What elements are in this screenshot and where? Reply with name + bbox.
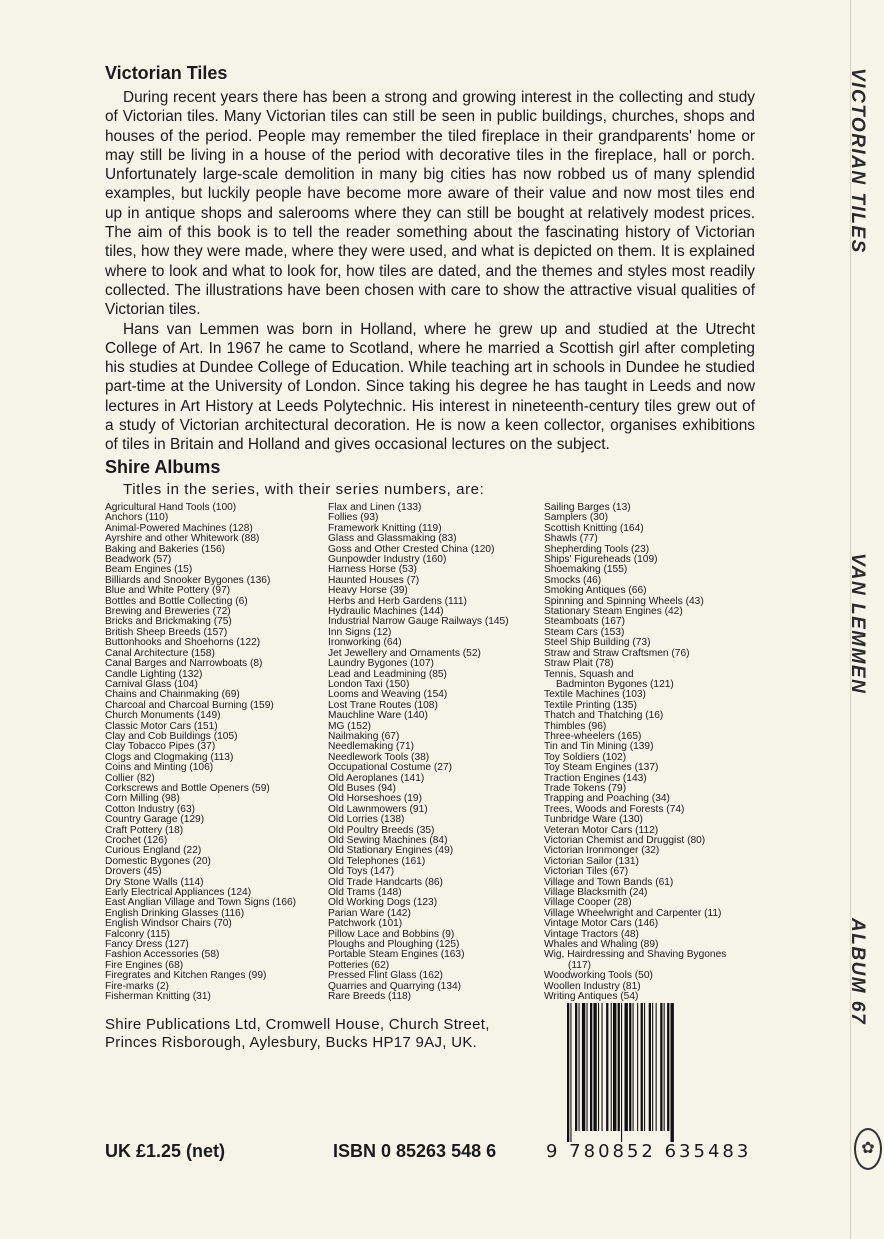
series-title: Smoking Antiques (66) <box>544 585 647 597</box>
series-title: Animal-Powered Machines (128) <box>105 522 253 534</box>
series-title: Corn Milling (98) <box>105 793 180 805</box>
series-title: Wig, Hairdressing and Shaving Bygones <box>544 949 727 961</box>
series-title: Spinning and Spinning Wheels (43) <box>544 595 704 607</box>
titles-column-2 <box>328 503 509 1003</box>
series-title: Jet Jewellery and Ornaments (52) <box>328 647 481 659</box>
series-title: Hydraulic Machines (144) <box>328 606 444 618</box>
series-title: Buttonhooks and Shoehorns (122) <box>105 637 261 649</box>
series-title: Charcoal and Charcoal Burning (159) <box>105 699 274 711</box>
series-title: Old Sewing Machines (84) <box>328 835 448 846</box>
series-title: Thimbles (96) <box>544 720 607 732</box>
series-title: Trees, Woods and Forests (74) <box>544 803 685 815</box>
series-title: Victorian Sailor (131) <box>544 855 639 867</box>
series-title: Baking and Bakeries (156) <box>105 543 226 555</box>
series-title: Gunpowder Industry (160) <box>328 554 447 566</box>
series-title: East Anglian Village and Town Signs (166) <box>105 897 297 909</box>
barcode-bar <box>637 1003 638 1131</box>
series-title: Old Aeroplanes (141) <box>328 772 425 784</box>
barcode-bar <box>567 1003 569 1142</box>
series-title: Vintage Motor Cars (146) <box>544 918 659 930</box>
series-title: Woodworking Tools (50) <box>544 970 653 982</box>
series-title: Bricks and Brickmaking (75) <box>105 616 232 628</box>
barcode-bar <box>629 1003 631 1131</box>
publisher-address: Shire Publications Ltd, Cromwell House, Church Street, Princes Risborough, Aylesbury, Bucks HP17 9AJ, UK. <box>105 1016 490 1051</box>
barcode-bar <box>633 1003 634 1131</box>
barcode-bar <box>602 1003 603 1131</box>
series-title: Corkscrews and Bottle Openers (59) <box>105 782 270 794</box>
series-title: Drovers (45) <box>105 866 162 878</box>
series-title: Beadwork (57) <box>105 554 172 566</box>
series-title: Fancy Dress (127) <box>105 939 189 951</box>
series-title: English Windsor Chairs (70) <box>105 918 232 930</box>
series-title: Straw Plait (78) <box>544 658 614 670</box>
series-title: Village and Town Bands (61) <box>544 876 674 888</box>
series-title: Harness Horse (53) <box>328 564 417 576</box>
series-title: London Taxi (150) <box>328 678 410 690</box>
series-title: Bottles and Bottle Collecting (6) <box>105 595 248 607</box>
series-title: British Sheep Breeds (157) <box>105 626 228 638</box>
barcode-bar <box>667 1003 669 1131</box>
series-title: Tennis, Squash and <box>544 668 634 680</box>
series-title: Goss and Other Crested China (120) <box>328 543 495 555</box>
barcode-bar <box>660 1003 662 1131</box>
series-title: Shepherding Tools (23) <box>544 543 650 555</box>
series-title: Inn Signs (12) <box>328 626 392 638</box>
series-title: Falconry (115) <box>105 928 170 940</box>
series-title: Clay Tobacco Pipes (37) <box>105 741 216 753</box>
series-title: Looms and Weaving (154) <box>328 689 448 701</box>
series-title: Thatch and Thatching (16) <box>544 710 664 722</box>
series-title: Needlemaking (71) <box>328 741 415 753</box>
series-title: Shawls (77) <box>544 533 598 545</box>
series-title: Old Trams (148) <box>328 887 402 899</box>
series-title: Lead and Leadmining (85) <box>328 668 447 680</box>
series-title: Whales and Whaling (89) <box>544 939 659 951</box>
series-title: MG (152) <box>328 720 372 732</box>
series-title: Fisherman Knitting (31) <box>105 991 211 1003</box>
series-title: Woollen Industry (81) <box>544 980 641 992</box>
book-title: Victorian Tiles <box>105 63 228 83</box>
barcode-bar <box>644 1003 645 1131</box>
series-title: Anchors (110) <box>105 512 169 524</box>
titles-column-1 <box>105 503 296 1003</box>
albums-subheading: Titles in the series, with their series numbers, are: <box>123 481 485 498</box>
barcode-bar <box>618 1003 620 1131</box>
series-title: Stationary Steam Engines (42) <box>544 606 683 618</box>
series-title: Billiards and Snooker Bygones (136) <box>105 574 271 586</box>
series-title: Ayrshire and other Whitework (88) <box>105 533 260 545</box>
series-title: Smocks (46) <box>544 574 602 586</box>
barcode-bar <box>598 1003 599 1131</box>
series-title: Heavy Horse (39) <box>328 585 408 597</box>
series-title: Pillow Lace and Bobbins (9) <box>328 928 455 940</box>
series-title: Curious England (22) <box>105 845 202 857</box>
barcode-bar <box>652 1003 653 1131</box>
series-title: Craft Pottery (18) <box>105 824 184 836</box>
series-title: Clay and Cob Buildings (105) <box>105 730 238 742</box>
series-title: Steel Ship Building (73) <box>544 637 651 649</box>
barcode-bar <box>656 1003 657 1131</box>
series-title: Vintage Tractors (48) <box>544 928 639 940</box>
series-title: Blue and White Pottery (97) <box>105 585 231 597</box>
series-title: Flax and Linen (133) <box>328 502 422 513</box>
description-paragraph: During recent years there has been a strong and growing interest in the collecting and study of Victorian tiles. Many Victorian tiles can still be seen in public buildings, churches, shops and houses of the period. People may remember the tiled fireplace in their grandparents' home or may still be living in a house of the period with decorative tiles in the fireplace, hall or porch. Unfortunately large-scale demolition in many big cities has now robbed us of many splendid examples, but luckily people have become more aware of their value and now most tiles end up in antique shops and salerooms where they can still be bought at relatively modest prices. The aim of this book is to tell the reader something about the fascinating history of Victorian tiles, how they were made, where they were used, and what is depicted on them. It is explained where to look and what to look for, how tiles are dated, and the themes and styles most readily collected. The illustrations have been chosen with care to show the attractive visual qualities of Victorian tiles. <box>105 89 755 319</box>
barcode-bar <box>671 1003 674 1142</box>
spine-album: ALBUM 67 <box>847 918 868 1026</box>
series-title: Church Monuments (149) <box>105 710 221 722</box>
series-title: Lost Trane Routes (108) <box>328 699 438 711</box>
series-title: Three-wheelers (165) <box>544 730 642 742</box>
series-title: Old Telephones (161) <box>328 855 426 867</box>
barcode-number: 9 780852 635483 <box>546 1141 752 1162</box>
series-title: Old Stationary Engines (49) <box>328 845 454 857</box>
series-title: Straw and Straw Craftsmen (76) <box>544 647 690 659</box>
series-title: Quarries and Quarrying (134) <box>328 980 462 992</box>
series-title: Old Trade Handcarts (86) <box>328 876 443 888</box>
barcode-bar <box>641 1003 643 1131</box>
series-title: Toy Soldiers (102) <box>544 751 627 763</box>
series-title: Toy Steam Engines (137) <box>544 762 659 774</box>
series-title: Old Working Dogs (123) <box>328 897 438 909</box>
series-title: Tunbridge Ware (130) <box>544 814 643 826</box>
series-title: Industrial Narrow Gauge Railways (145) <box>328 616 509 628</box>
series-title: Portable Steam Engines (163) <box>328 949 465 961</box>
barcode-bar <box>582 1003 585 1131</box>
barcode-bar <box>579 1003 580 1131</box>
series-title: Old Lorries (138) <box>328 814 405 826</box>
series-title: Fashion Accessories (58) <box>105 949 220 961</box>
series-title: Sailing Barges (13) <box>544 502 631 513</box>
series-title: Canal Architecture (158) <box>105 647 215 659</box>
series-title: Fire Engines (68) <box>105 959 184 971</box>
series-title: Pressed Flint Glass (162) <box>328 970 443 982</box>
series-title: Herbs and Herb Gardens (111) <box>328 595 467 607</box>
barcode-bar <box>613 1003 616 1131</box>
series-title: Old Horseshoes (19) <box>328 793 422 805</box>
titles-column-3 <box>544 503 726 1003</box>
series-title: Early Electrical Appliances (124) <box>105 887 252 899</box>
series-title: Badminton Bygones (121) <box>556 678 674 690</box>
series-title: Occupational Costume (27) <box>328 762 453 774</box>
series-title: Haunted Houses (7) <box>328 574 420 586</box>
series-title: Shoemaking (155) <box>544 564 628 576</box>
series-title: Textile Machines (103) <box>544 689 646 701</box>
series-title: Beam Engines (15) <box>105 564 193 576</box>
barcode-bar <box>587 1003 588 1131</box>
series-title: Glass and Glassmaking (83) <box>328 533 457 545</box>
series-title: (117) <box>568 959 592 971</box>
series-title: Domestic Bygones (20) <box>105 855 211 867</box>
series-title: Old Poultry Breeds (35) <box>328 824 435 836</box>
series-title: Village Cooper (28) <box>544 897 632 909</box>
series-title: Writing Antiques (54) <box>544 991 639 1003</box>
spine-title: VICTORIAN TILES <box>847 68 868 254</box>
series-title: Canal Barges and Narrowboats (8) <box>105 658 263 670</box>
series-title: Old Toys (147) <box>328 866 395 878</box>
barcode <box>567 1003 753 1142</box>
spine-author: VAN LEMMEN <box>847 553 868 695</box>
series-title: Coins and Minting (106) <box>105 762 214 774</box>
series-title: Mauchline Ware (140) <box>328 710 428 722</box>
author-biography: Hans van Lemmen was born in Holland, where he grew up and studied at the Utrecht College of Art. In 1967 he came to Scotland, where he married a Scottish girl after completing his studies at Dundee College of Education. While teaching art in schools in Dundee he studied part-time at the University of London. Since taking his degree he has taught in Leeds and now lectures in Art History at Leeds Polytechnic. His interest in nineteenth-century tiles grew out of a study of Victorian architectural decoration. He is now a keen collector, organises exhibitions of tiles in Britain and Holland and gives occasional lectures on the subject. <box>105 320 755 454</box>
series-title: Cotton Industry (63) <box>105 803 196 815</box>
series-title: Victorian Chemist and Druggist (80) <box>544 835 706 846</box>
series-title: Trade Tokens (79) <box>544 782 627 794</box>
series-title: Candle Lighting (132) <box>105 668 203 680</box>
series-title: Textile Printing (135) <box>544 699 637 711</box>
barcode-bar <box>664 1003 665 1131</box>
series-title: Steamboats (167) <box>544 616 625 628</box>
series-title: Ironworking (64) <box>328 637 402 649</box>
series-title: Clogs and Clogmaking (113) <box>105 751 234 763</box>
series-title: Ships' Figureheads (109) <box>544 554 658 566</box>
barcode-bar <box>649 1003 651 1131</box>
isbn: ISBN 0 85263 548 6 <box>333 1141 497 1161</box>
series-title: Potteries (62) <box>328 959 390 971</box>
series-title: Old Lawnmowers (91) <box>328 803 428 815</box>
series-title: Fire-marks (2) <box>105 980 169 992</box>
series-title: Framework Knitting (119) <box>328 522 442 534</box>
series-title: Samplers (30) <box>544 512 608 524</box>
series-title: Laundry Bygones (107) <box>328 658 434 670</box>
series-title: Carnival Glass (104) <box>105 678 198 690</box>
barcode-bar <box>570 1003 571 1142</box>
series-title: Veteran Motor Cars (112) <box>544 824 659 836</box>
barcode-bar <box>575 1003 577 1131</box>
series-title: Needlework Tools (38) <box>328 751 430 763</box>
book-description <box>105 88 755 455</box>
series-title: Trapping and Poaching (34) <box>544 793 670 805</box>
albums-heading: Shire Albums <box>105 457 221 477</box>
barcode-bar <box>621 1003 622 1142</box>
series-title: Victorian Ironmonger (32) <box>544 845 660 857</box>
barcode-bar <box>590 1003 592 1131</box>
series-title: Village Wheelwright and Carpenter (11) <box>544 907 722 919</box>
series-title: Steam Cars (153) <box>544 626 625 638</box>
series-title: Traction Engines (143) <box>544 772 647 784</box>
series-title: Firegrates and Kitchen Ranges (99) <box>105 970 267 982</box>
series-title: Agricultural Hand Tools (100) <box>105 502 237 513</box>
series-title: Dry Stone Walls (114) <box>105 876 204 888</box>
barcode-bar <box>625 1003 628 1131</box>
series-title: Village Blacksmith (24) <box>544 887 648 899</box>
series-title: English Drinking Glasses (116) <box>105 907 245 919</box>
price: UK £1.25 (net) <box>105 1141 226 1161</box>
series-title: Victorian Tiles (67) <box>544 866 629 878</box>
series-title: Parian Ware (142) <box>328 907 411 919</box>
barcode-bar <box>593 1003 596 1131</box>
series-title: Classic Motor Cars (151) <box>105 720 218 732</box>
barcode-bar <box>606 1003 608 1131</box>
series-title: Nailmaking (67) <box>328 730 400 742</box>
series-title: Country Garage (129) <box>105 814 205 826</box>
series-title: Chains and Chainmaking (69) <box>105 689 240 701</box>
series-title: Old Buses (94) <box>328 782 396 794</box>
series-title: Follies (93) <box>328 512 379 524</box>
series-title: Rare Breeds (118) <box>328 991 412 1003</box>
series-title: Brewing and Breweries (72) <box>105 606 231 618</box>
series-title: Collier (82) <box>105 772 155 784</box>
series-title: Tin and Tin Mining (139) <box>544 741 654 753</box>
publisher-logo-icon: ✿ <box>854 1128 882 1170</box>
series-title: Scottish Knitting (164) <box>544 522 644 534</box>
series-title: Ploughs and Ploughing (125) <box>328 939 460 951</box>
barcode-bar <box>611 1003 612 1131</box>
series-title: Crochet (126) <box>105 835 168 846</box>
series-title: Patchwork (101) <box>328 918 403 930</box>
